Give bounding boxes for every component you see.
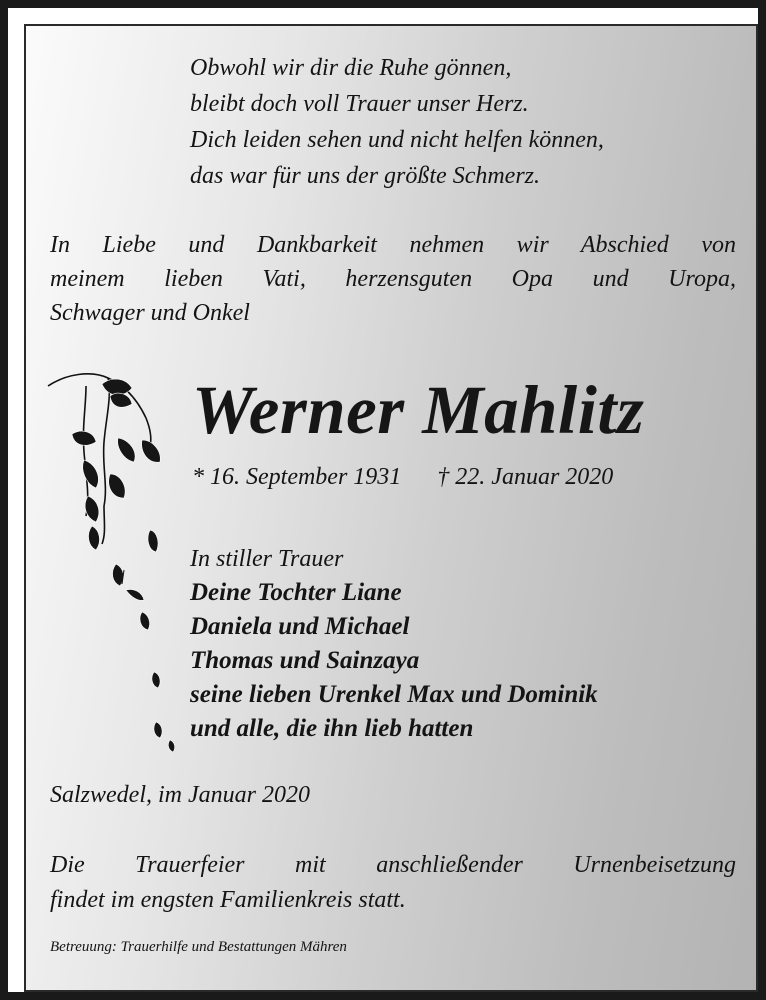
place-date: Salzwedel, im Januar 2020 xyxy=(50,782,310,808)
poem-line: das war für uns der größte Schmerz. xyxy=(190,163,541,189)
intro-line: In Liebe und Dankbarkeit nehmen wir Abschied von xyxy=(50,232,736,258)
death-date: † 22. Januar 2020 xyxy=(437,464,614,490)
funeral-line: findet im engsten Familienkreis statt. xyxy=(50,887,406,913)
funeral-home-credit: Betreuung: Trauerhilfe und Bestattungen Mähren xyxy=(50,939,347,955)
deceased-name: Werner Mahlitz xyxy=(192,372,645,448)
mourner-name: und alle, die ihn lieb hatten xyxy=(190,715,474,742)
mourner-name: seine lieben Urenkel Max und Dominik xyxy=(190,681,598,708)
poem xyxy=(190,50,604,194)
mourner-name: Thomas und Sainzaya xyxy=(190,647,420,674)
funeral-notice xyxy=(50,848,736,918)
obituary-panel xyxy=(24,24,758,992)
funeral-line: Die Trauerfeier mit anschließender Urnenbeisetzung xyxy=(50,852,736,878)
intro-line: Schwager und Onkel xyxy=(50,300,250,326)
mourner-name: Daniela und Michael xyxy=(190,613,410,640)
mourner-name: Deine Tochter Liane xyxy=(190,579,402,606)
poem-line: Dich leiden sehen und nicht helfen können, xyxy=(190,127,604,153)
birch-branch-icon xyxy=(46,356,176,756)
birth-date: * 16. September 1931 xyxy=(192,464,402,490)
intro-line: meinem lieben Vati, herzensguten Opa und Uropa, xyxy=(50,266,736,292)
mourners xyxy=(190,542,598,746)
life-dates xyxy=(192,460,613,494)
poem-line: Obwohl wir dir die Ruhe gönnen, xyxy=(190,55,512,81)
poem-line: bleibt doch voll Trauer unser Herz. xyxy=(190,91,529,117)
mourners-heading: In stiller Trauer xyxy=(190,546,344,572)
intro-text xyxy=(50,228,736,330)
